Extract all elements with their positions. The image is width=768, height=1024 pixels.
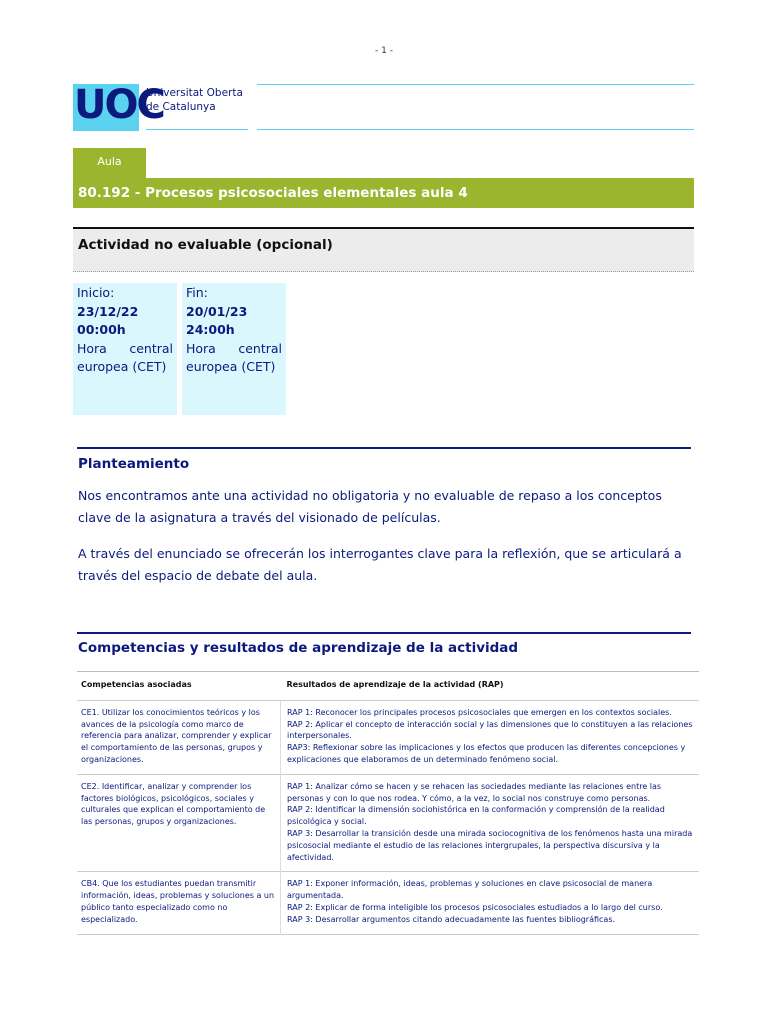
rap-item: RAP 1: Exponer información, ideas, problemas y soluciones en clave psicosocial de manera argumentada. — [287, 879, 653, 901]
university-name — [146, 86, 243, 114]
course-title: 80.192 - Procesos psicosociales elementales aula 4 — [73, 178, 694, 208]
competencias-table — [77, 671, 699, 936]
page-number: - 1 - — [375, 46, 393, 56]
competencias-rule — [77, 632, 691, 634]
planteamiento-paragraph-1: Nos encontramos ante una actividad no obligatoria y no evaluable de repaso a los conceptos clave de la asignatura a través del visionado de películas. — [78, 488, 662, 525]
table-header-row — [77, 672, 699, 701]
rap-item: RAP 2: Identificar la dimensión sociohistórica en la conformación y comprensión de la realidad psicológica y social. — [287, 805, 665, 827]
col-header-rap: Resultados de aprendizaje de la actividad (RAP) — [281, 672, 700, 701]
logo-text: UOC — [74, 82, 164, 128]
end-time: 24:00h — [186, 322, 235, 337]
start-date-box — [73, 283, 177, 415]
col-header-competencias: Competencias asociadas — [77, 672, 281, 701]
start-label: Inicio: — [77, 285, 115, 300]
competencia-cell: CB4. Que los estudiantes puedan transmitir información, ideas, problemas y soluciones a un público tanto especializado como no especializado. — [77, 872, 281, 934]
uoc-logo — [73, 82, 164, 131]
header-divider-left — [146, 129, 248, 130]
rap-item: RAP 3: Desarrollar argumentos citando adecuadamente las fuentes bibliográficas. — [287, 914, 616, 924]
start-date: 23/12/22 — [77, 303, 139, 319]
rap-cell — [281, 872, 700, 934]
activity-title: Actividad no evaluable (opcional) — [73, 227, 694, 272]
competencia-cell: CE2. Identificar, analizar y comprender los factores biológicos, psicológicos, sociales y culturales que explican el comportamiento de las personas, grupos y organizaciones. — [77, 774, 281, 872]
table-row — [77, 774, 699, 872]
rap-item: RAP 2: Explicar de forma inteligible los procesos psicosociales estudiados a lo largo del curso. — [287, 902, 663, 912]
competencia-cell: CE1. Utilizar los conocimientos teóricos y los avances de la psicología como marco de referencia para analizar, comprender y explicar el comportamiento de las personas, grupos y organizaciones. — [77, 700, 281, 774]
aula-tab: Aula — [73, 148, 146, 178]
start-time: 00:00h — [77, 322, 126, 337]
header-divider-top — [257, 84, 694, 85]
table-row — [77, 700, 699, 774]
competencias-title: Competencias y resultados de aprendizaje de la actividad — [78, 640, 519, 656]
university-line-1: Universitat Oberta — [146, 87, 243, 99]
header-divider-bottom — [257, 129, 694, 130]
table-row — [77, 872, 699, 934]
planteamiento-paragraph-2: A través del enunciado se ofrecerán los interrogantes clave para la reflexión, que se articulará a través del espacio de debate del aula. — [78, 546, 682, 583]
end-label: Fin: — [186, 285, 208, 300]
rap-item: RAP 3: Desarrollar la transición desde una mirada sociocognitiva de los fenómenos hasta una mirada psicosocial mediante el estudio de las relaciones intergrupales, la perspectiva discursiva y la afectividad. — [287, 828, 693, 862]
start-timezone: Hora central europea (CET) — [77, 340, 173, 374]
table-bottom-rule — [77, 934, 699, 936]
rap-cell — [281, 700, 700, 774]
rap-item: RAP 1: Analizar cómo se hacen y se rehacen las sociedades mediante las relaciones entre las personas y con lo que nos rodea. Y cómo, a la vez, lo social nos construye como personas. — [287, 781, 662, 803]
planteamiento-rule — [77, 447, 691, 449]
end-timezone: Hora central europea (CET) — [186, 340, 282, 374]
rap-item: RAP 2: Aplicar el concepto de interacción social y las dimensiones que lo constituyen a las relaciones interpersonales. — [287, 719, 693, 741]
university-line-2: de Catalunya — [146, 101, 216, 113]
end-date-box — [182, 283, 286, 415]
rap-item: RAP 1: Reconocer los principales procesos psicosociales que emergen en los contextos sociales. — [287, 707, 672, 717]
planteamiento-title: Planteamiento — [78, 456, 190, 472]
rap-cell — [281, 774, 700, 872]
rap-item: RAP3: Reflexionar sobre las implicaciones y los efectos que producen las diferentes concepciones y explicaciones que elaboramos de un determinado fenómeno social. — [287, 743, 686, 764]
end-date: 20/01/23 — [186, 303, 248, 319]
